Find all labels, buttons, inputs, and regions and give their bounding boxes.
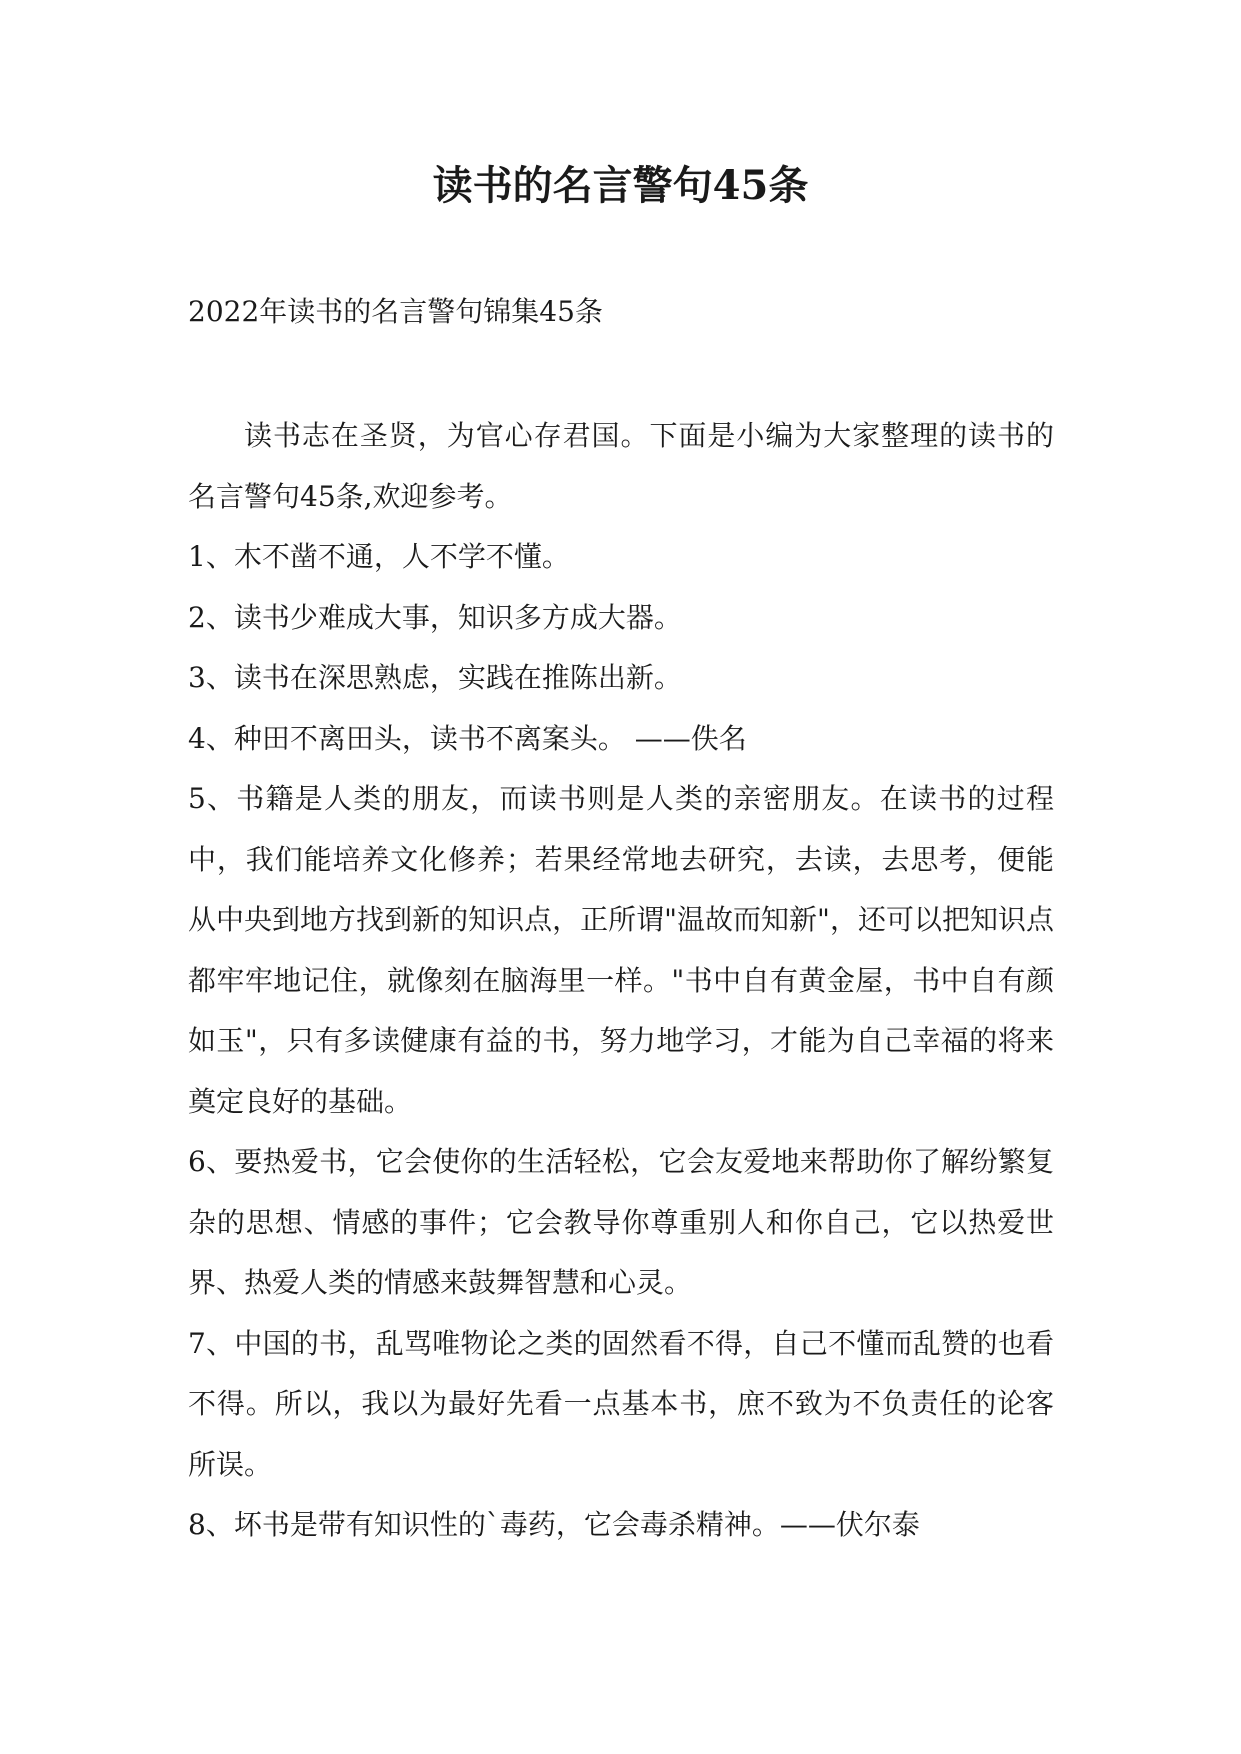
quote-item-3: 3、读书在深思熟虑，实践在推陈出新。 bbox=[188, 661, 682, 694]
quote-item-8: 8、坏书是带有知识性的`毒药，它会毒杀精神。——伏尔泰 bbox=[188, 1508, 920, 1541]
quote-item-1: 1、木不凿不通，人不学不懂。 bbox=[188, 540, 570, 573]
quote-item-7: 7、中国的书，乱骂唯物论之类的固然看不得，自己不懂而乱赞的也看不得。所以，我以为最好先看一点基本书，庶不致为不负责任的论客所误。 bbox=[188, 1326, 1054, 1481]
quote-item-5: 5、书籍是人类的朋友，而读书则是人类的亲密朋友。在读书的过程中，我们能培养文化修养；若果经常地去研究，去读，去思考，便能从中央到地方找到新的知识点，正所谓"温故而知新"，还可以把知识点都牢牢地记住，就像刻在脑海里一样。"书中自有黄金屋，书中自有颜如玉"，只有多读健康有益的书，努力地学习，才能为自己幸福的将来奠定良好的基础。 bbox=[188, 782, 1054, 1118]
document-subtitle: 2022年读书的名言警句锦集45条 bbox=[188, 295, 603, 328]
quote-item-2: 2、读书少难成大事，知识多方成大器。 bbox=[188, 600, 682, 634]
document-title: 读书的名言警句45条 bbox=[432, 162, 809, 209]
quote-item-6: 6、要热爱书，它会使你的生活轻松，它会友爱地来帮助你了解纷繁复杂的思想、情感的事件；它会教导你尊重别人和你自己，它以热爱世界、热爱人类的情感来鼓舞智慧和心灵。 bbox=[188, 1145, 1054, 1299]
document-body bbox=[188, 406, 1054, 1556]
quote-item-4: 4、种田不离田头，读书不离案头。 ——佚名 bbox=[188, 721, 747, 755]
intro-paragraph: 读书志在圣贤，为官心存君国。下面是小编为大家整理的读书的名言警句45条,欢迎参考。 bbox=[188, 419, 1054, 513]
